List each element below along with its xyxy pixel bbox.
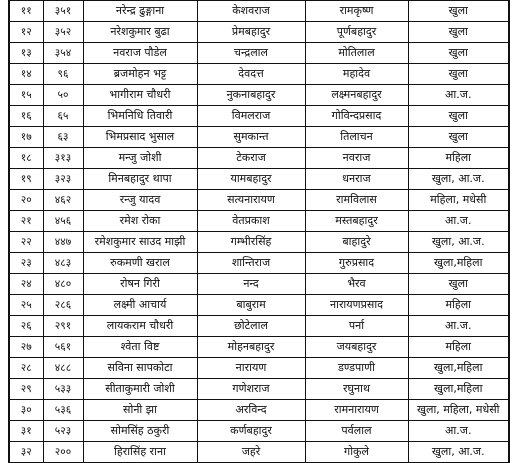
grandfather-name-cell: भैरव xyxy=(305,274,408,295)
roll-number-cell: ५२३ xyxy=(43,421,83,442)
grandfather-name-cell: रामनारायण xyxy=(305,400,408,421)
table-row xyxy=(9,1,509,22)
father-name-cell: चन्द्रलाल xyxy=(197,43,305,64)
grandfather-name-cell: पर्वलाल xyxy=(305,421,408,442)
category-cell: खुला,महिला xyxy=(408,379,509,400)
table-row xyxy=(9,232,509,253)
table-row xyxy=(9,421,509,442)
category-cell: खुला xyxy=(408,1,509,22)
serial-number-cell: १८ xyxy=(9,148,43,169)
candidate-table xyxy=(8,0,510,463)
father-name-cell: जहरे xyxy=(197,442,305,463)
grandfather-name-cell: जयबहादुर xyxy=(305,337,408,358)
roll-number-cell: ३५२ xyxy=(43,22,83,43)
grandfather-name-cell: रामविलास xyxy=(305,190,408,211)
serial-number-cell: १४ xyxy=(9,64,43,85)
grandfather-name-cell: नवराज xyxy=(305,148,408,169)
serial-number-cell: ३१ xyxy=(9,421,43,442)
category-cell: खुला, महिला, मधेसी xyxy=(408,400,509,421)
roll-number-cell: ५६१ xyxy=(43,337,83,358)
roll-number-cell: ५० xyxy=(43,85,83,106)
father-name-cell: वेतप्रकाश xyxy=(197,211,305,232)
candidate-name-cell: मन्जु जोशी xyxy=(83,148,197,169)
roll-number-cell: ६३ xyxy=(43,127,83,148)
roll-number-cell: २०० xyxy=(43,442,83,463)
grandfather-name-cell: पर्ना xyxy=(305,316,408,337)
grandfather-name-cell: गोविन्दप्रसाद xyxy=(305,106,408,127)
serial-number-cell: २१ xyxy=(9,211,43,232)
father-name-cell: नुकनाबहादुर xyxy=(197,85,305,106)
serial-number-cell: १७ xyxy=(9,127,43,148)
candidate-name-cell: नवराज पौडेल xyxy=(83,43,197,64)
father-name-cell: गम्भीरसिंह xyxy=(197,232,305,253)
candidate-name-cell: भिमनिधि तिवारी xyxy=(83,106,197,127)
roll-number-cell: ४८८ xyxy=(43,358,83,379)
candidate-table-body xyxy=(9,1,509,463)
roll-number-cell: ५३३ xyxy=(43,379,83,400)
candidate-name-cell: हिरासिंह राना xyxy=(83,442,197,463)
table-row xyxy=(9,442,509,463)
serial-number-cell: १६ xyxy=(9,106,43,127)
category-cell: महिला, मधेसी xyxy=(408,190,509,211)
father-name-cell: गणेशराज xyxy=(197,379,305,400)
father-name-cell: टेकराज xyxy=(197,148,305,169)
category-cell: आ.ज. xyxy=(408,316,509,337)
roll-number-cell: ३१३ xyxy=(43,148,83,169)
roll-number-cell: ३५१ xyxy=(43,1,83,22)
category-cell: खुला, आ.ज. xyxy=(408,232,509,253)
father-name-cell: यामबहादुर xyxy=(197,169,305,190)
roll-number-cell: ४८३ xyxy=(43,253,83,274)
serial-number-cell: २८ xyxy=(9,358,43,379)
table-row xyxy=(9,43,509,64)
category-cell: महिला xyxy=(408,337,509,358)
serial-number-cell: २७ xyxy=(9,337,43,358)
serial-number-cell: २० xyxy=(9,190,43,211)
candidate-name-cell: श्वेता विष्ट xyxy=(83,337,197,358)
serial-number-cell: २३ xyxy=(9,253,43,274)
category-cell: खुला xyxy=(408,64,509,85)
candidate-name-cell: सविना सापकोटा xyxy=(83,358,197,379)
serial-number-cell: १९ xyxy=(9,169,43,190)
father-name-cell: विमलराज xyxy=(197,106,305,127)
category-cell: खुला xyxy=(408,22,509,43)
father-name-cell: नारायण xyxy=(197,358,305,379)
serial-number-cell: २९ xyxy=(9,379,43,400)
father-name-cell: सत्यनारायण xyxy=(197,190,305,211)
category-cell: आ.ज. xyxy=(408,211,509,232)
table-row xyxy=(9,274,509,295)
candidate-name-cell: रन्जु यादव xyxy=(83,190,197,211)
table-row xyxy=(9,148,509,169)
category-cell: महिला xyxy=(408,295,509,316)
father-name-cell: शान्तिराज xyxy=(197,253,305,274)
serial-number-cell: ११ xyxy=(9,1,43,22)
roll-number-cell: ४६२ xyxy=(43,190,83,211)
table-row xyxy=(9,400,509,421)
category-cell: आ.ज. xyxy=(408,85,509,106)
grandfather-name-cell: रघुनाथ xyxy=(305,379,408,400)
grandfather-name-cell: बाहादुरे xyxy=(305,232,408,253)
category-cell: आ.ज. xyxy=(408,421,509,442)
grandfather-name-cell: नारायणप्रसाद xyxy=(305,295,408,316)
serial-number-cell: ३० xyxy=(9,400,43,421)
category-cell: खुला xyxy=(408,106,509,127)
table-row xyxy=(9,190,509,211)
candidate-name-cell: रुकमणी खराल xyxy=(83,253,197,274)
table-row xyxy=(9,358,509,379)
serial-number-cell: ३२ xyxy=(9,442,43,463)
table-row xyxy=(9,316,509,337)
table-row xyxy=(9,379,509,400)
category-cell: खुला, आ.ज. xyxy=(408,442,509,463)
candidate-name-cell: ब्रजमोहन भट्ट xyxy=(83,64,197,85)
candidate-name-cell: रमेश रोका xyxy=(83,211,197,232)
category-cell: खुला,महिला xyxy=(408,358,509,379)
grandfather-name-cell: पूर्णबहादुर xyxy=(305,22,408,43)
table-row xyxy=(9,127,509,148)
father-name-cell: कर्णबहादुर xyxy=(197,421,305,442)
candidate-name-cell: रमेशकुमार साउद माझी xyxy=(83,232,197,253)
candidate-name-cell: भिमप्रसाद भुसाल xyxy=(83,127,197,148)
roll-number-cell: ४८० xyxy=(43,274,83,295)
serial-number-cell: २४ xyxy=(9,274,43,295)
roll-number-cell: ४५६ xyxy=(43,211,83,232)
table-row xyxy=(9,85,509,106)
father-name-cell: नन्द xyxy=(197,274,305,295)
serial-number-cell: २५ xyxy=(9,295,43,316)
category-cell: महिला xyxy=(408,148,509,169)
table-row xyxy=(9,253,509,274)
category-cell: खुला xyxy=(408,274,509,295)
father-name-cell: अरविन्द xyxy=(197,400,305,421)
candidate-name-cell: रोषन गिरी xyxy=(83,274,197,295)
candidate-name-cell: नरेशकुमार बुढा xyxy=(83,22,197,43)
father-name-cell: मोहनबहादुर xyxy=(197,337,305,358)
grandfather-name-cell: मस्तबहादुर xyxy=(305,211,408,232)
father-name-cell: देवदत्त xyxy=(197,64,305,85)
candidate-name-cell: मिनबहादुर थापा xyxy=(83,169,197,190)
father-name-cell: सुमकान्त xyxy=(197,127,305,148)
grandfather-name-cell: रामकृष्ण xyxy=(305,1,408,22)
table-row xyxy=(9,22,509,43)
grandfather-name-cell: लक्ष्मनबहादुर xyxy=(305,85,408,106)
candidate-name-cell: सीताकुमारी जोशी xyxy=(83,379,197,400)
table-row xyxy=(9,64,509,85)
roll-number-cell: ६५ xyxy=(43,106,83,127)
roll-number-cell: ५३६ xyxy=(43,400,83,421)
table-row xyxy=(9,337,509,358)
grandfather-name-cell: मोतिलाल xyxy=(305,43,408,64)
candidate-name-cell: सोनी झा xyxy=(83,400,197,421)
category-cell: खुला, आ.ज. xyxy=(408,169,509,190)
serial-number-cell: १२ xyxy=(9,22,43,43)
table-row xyxy=(9,169,509,190)
father-name-cell: बाबुराम xyxy=(197,295,305,316)
candidate-name-cell: सोमसिंह ठकुरी xyxy=(83,421,197,442)
roll-number-cell: ३२३ xyxy=(43,169,83,190)
category-cell: खुला xyxy=(408,127,509,148)
roll-number-cell: ४४७ xyxy=(43,232,83,253)
candidate-name-cell: नरेन्द्र ढुङ्गाना xyxy=(83,1,197,22)
roll-number-cell: २९१ xyxy=(43,316,83,337)
candidate-list-sheet xyxy=(8,0,508,458)
serial-number-cell: २२ xyxy=(9,232,43,253)
grandfather-name-cell: धनराज xyxy=(305,169,408,190)
grandfather-name-cell: गोकुले xyxy=(305,442,408,463)
grandfather-name-cell: गुरुप्रसाद xyxy=(305,253,408,274)
roll-number-cell: २८६ xyxy=(43,295,83,316)
candidate-name-cell: लायकराम चौधरी xyxy=(83,316,197,337)
grandfather-name-cell: डण्डपाणी xyxy=(305,358,408,379)
father-name-cell: छोटेलाल xyxy=(197,316,305,337)
candidate-name-cell: लक्ष्मी आचार्य xyxy=(83,295,197,316)
roll-number-cell: ९६ xyxy=(43,64,83,85)
grandfather-name-cell: महादेव xyxy=(305,64,408,85)
category-cell: खुला xyxy=(408,43,509,64)
table-row xyxy=(9,211,509,232)
father-name-cell: प्रेमबहादुर xyxy=(197,22,305,43)
category-cell: खुला,महिला xyxy=(408,253,509,274)
table-row xyxy=(9,295,509,316)
grandfather-name-cell: तिलाचन xyxy=(305,127,408,148)
table-row xyxy=(9,106,509,127)
roll-number-cell: ३५४ xyxy=(43,43,83,64)
serial-number-cell: १५ xyxy=(9,85,43,106)
serial-number-cell: १३ xyxy=(9,43,43,64)
father-name-cell: केशवराज xyxy=(197,1,305,22)
serial-number-cell: २६ xyxy=(9,316,43,337)
candidate-name-cell: भागीराम चौधरी xyxy=(83,85,197,106)
